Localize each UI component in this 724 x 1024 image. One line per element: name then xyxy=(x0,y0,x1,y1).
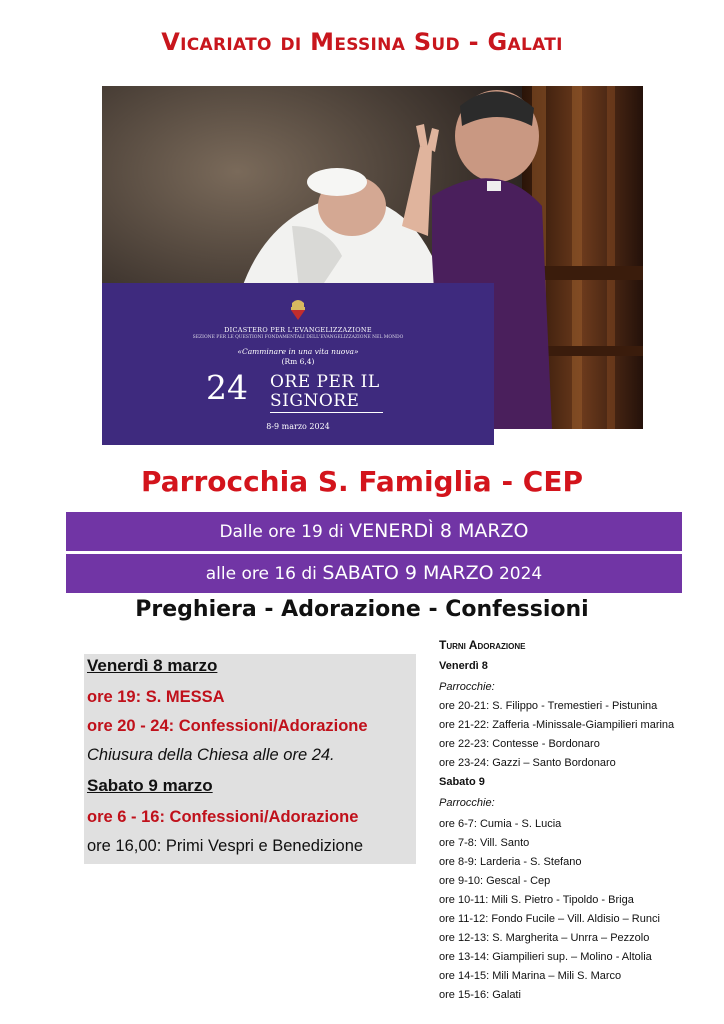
parish-title: Parrocchia S. Famiglia - CEP xyxy=(140,465,584,498)
schedule-friday-confessions: ore 20 - 24: Confessioni/Adorazione xyxy=(87,717,368,735)
turni-saturday-item: ore 8-9: Larderia - S. Stefano xyxy=(439,856,582,868)
schedule-saturday-vespers: ore 16,00: Primi Vespri e Benedizione xyxy=(87,837,364,855)
poster-number: 24 xyxy=(206,368,248,407)
turni-friday-item: ore 21-22: Zafferia -Minissale-Giampilieri marina xyxy=(439,719,675,731)
poster-line2: SIGNORE xyxy=(270,391,360,411)
date-band-end xyxy=(66,554,682,593)
schedule-saturday-heading: Sabato 9 marzo xyxy=(87,776,213,795)
dicastero-sub-label: SEZIONE PER LE QUESTIONI FONDAMENTALI DELL'EVANGELIZZAZIONE NEL MONDO xyxy=(192,335,404,340)
turni-friday-parrocchie-label: Parrocchie: xyxy=(439,681,495,693)
turni-friday-item: ore 23-24: Gazzi – Santo Bordonaro xyxy=(439,757,616,769)
turni-saturday-item: ore 10-11: Mili S. Pietro - Tipoldo - Briga xyxy=(439,894,634,906)
turni-friday-item: ore 22-23: Contesse - Bordonaro xyxy=(439,738,600,750)
papal-emblem-icon xyxy=(288,299,308,321)
turni-saturday-item: ore 12-13: S. Margherita – Unrra – Pezzolo xyxy=(439,932,650,944)
band-end-date: SABATO 9 MARZO xyxy=(322,562,494,584)
dicastero-label: DICASTERO PER L'EVANGELIZZAZIONE xyxy=(224,326,372,334)
band-start-prefix: Dalle ore 19 di xyxy=(219,522,350,542)
poster-date: 8-9 marzo 2024 xyxy=(266,422,330,431)
date-band-start xyxy=(66,512,682,551)
turni-saturday-item: ore 14-15: Mili Marina – Mili S. Marco xyxy=(439,970,622,982)
turni-saturday-parrocchie-label: Parrocchie: xyxy=(439,797,495,809)
schedule-saturday-confessions: ore 6 - 16: Confessioni/Adorazione xyxy=(87,808,359,826)
turni-title: Turni Adorazione xyxy=(439,638,526,652)
turni-saturday-heading: Sabato 9 xyxy=(439,776,485,788)
poster-logo-box xyxy=(102,283,494,445)
turni-saturday-item: ore 6-7: Cumia - S. Lucia xyxy=(439,818,562,830)
turni-friday-item: ore 20-21: S. Filippo - Tremestieri - Pistunina xyxy=(439,700,658,712)
poster-motto-ref: (Rm 6,4) xyxy=(281,357,315,366)
turni-friday-heading: Venerdì 8 xyxy=(439,660,488,672)
turni-saturday-item: ore 13-14: Giampilieri sup. – Molino - Altolia xyxy=(439,951,652,963)
band-start-date: VENERDÌ 8 MARZO xyxy=(349,520,529,542)
schedule-friday-mass: ore 19: S. MESSA xyxy=(87,688,225,706)
schedule-friday-heading: Venerdì 8 marzo xyxy=(87,656,218,675)
schedule-box xyxy=(84,654,416,864)
turni-saturday-item: ore 15-16: Galati xyxy=(439,989,521,1001)
poster-line1: ORE PER IL xyxy=(270,372,380,392)
band-end-year: 2024 xyxy=(493,564,543,584)
band-end-prefix: alle ore 16 di xyxy=(205,564,323,584)
page-title: Vicariato di Messina Sud - Galati xyxy=(161,28,563,56)
schedule-friday-closing: Chiusura della Chiesa alle ore 24. xyxy=(87,746,335,764)
turni-saturday-item: ore 9-10: Gescal - Cep xyxy=(439,875,551,887)
subtitle: Preghiera - Adorazione - Confessioni xyxy=(135,597,589,622)
turni-saturday-item: ore 11-12: Fondo Fucile – Vill. Aldisio – Runci xyxy=(439,913,660,925)
turni-saturday-item: ore 7-8: Vill. Santo xyxy=(439,837,530,849)
poster-motto: «Camminare in una vita nuova» xyxy=(237,347,359,356)
poster-divider xyxy=(270,412,383,413)
